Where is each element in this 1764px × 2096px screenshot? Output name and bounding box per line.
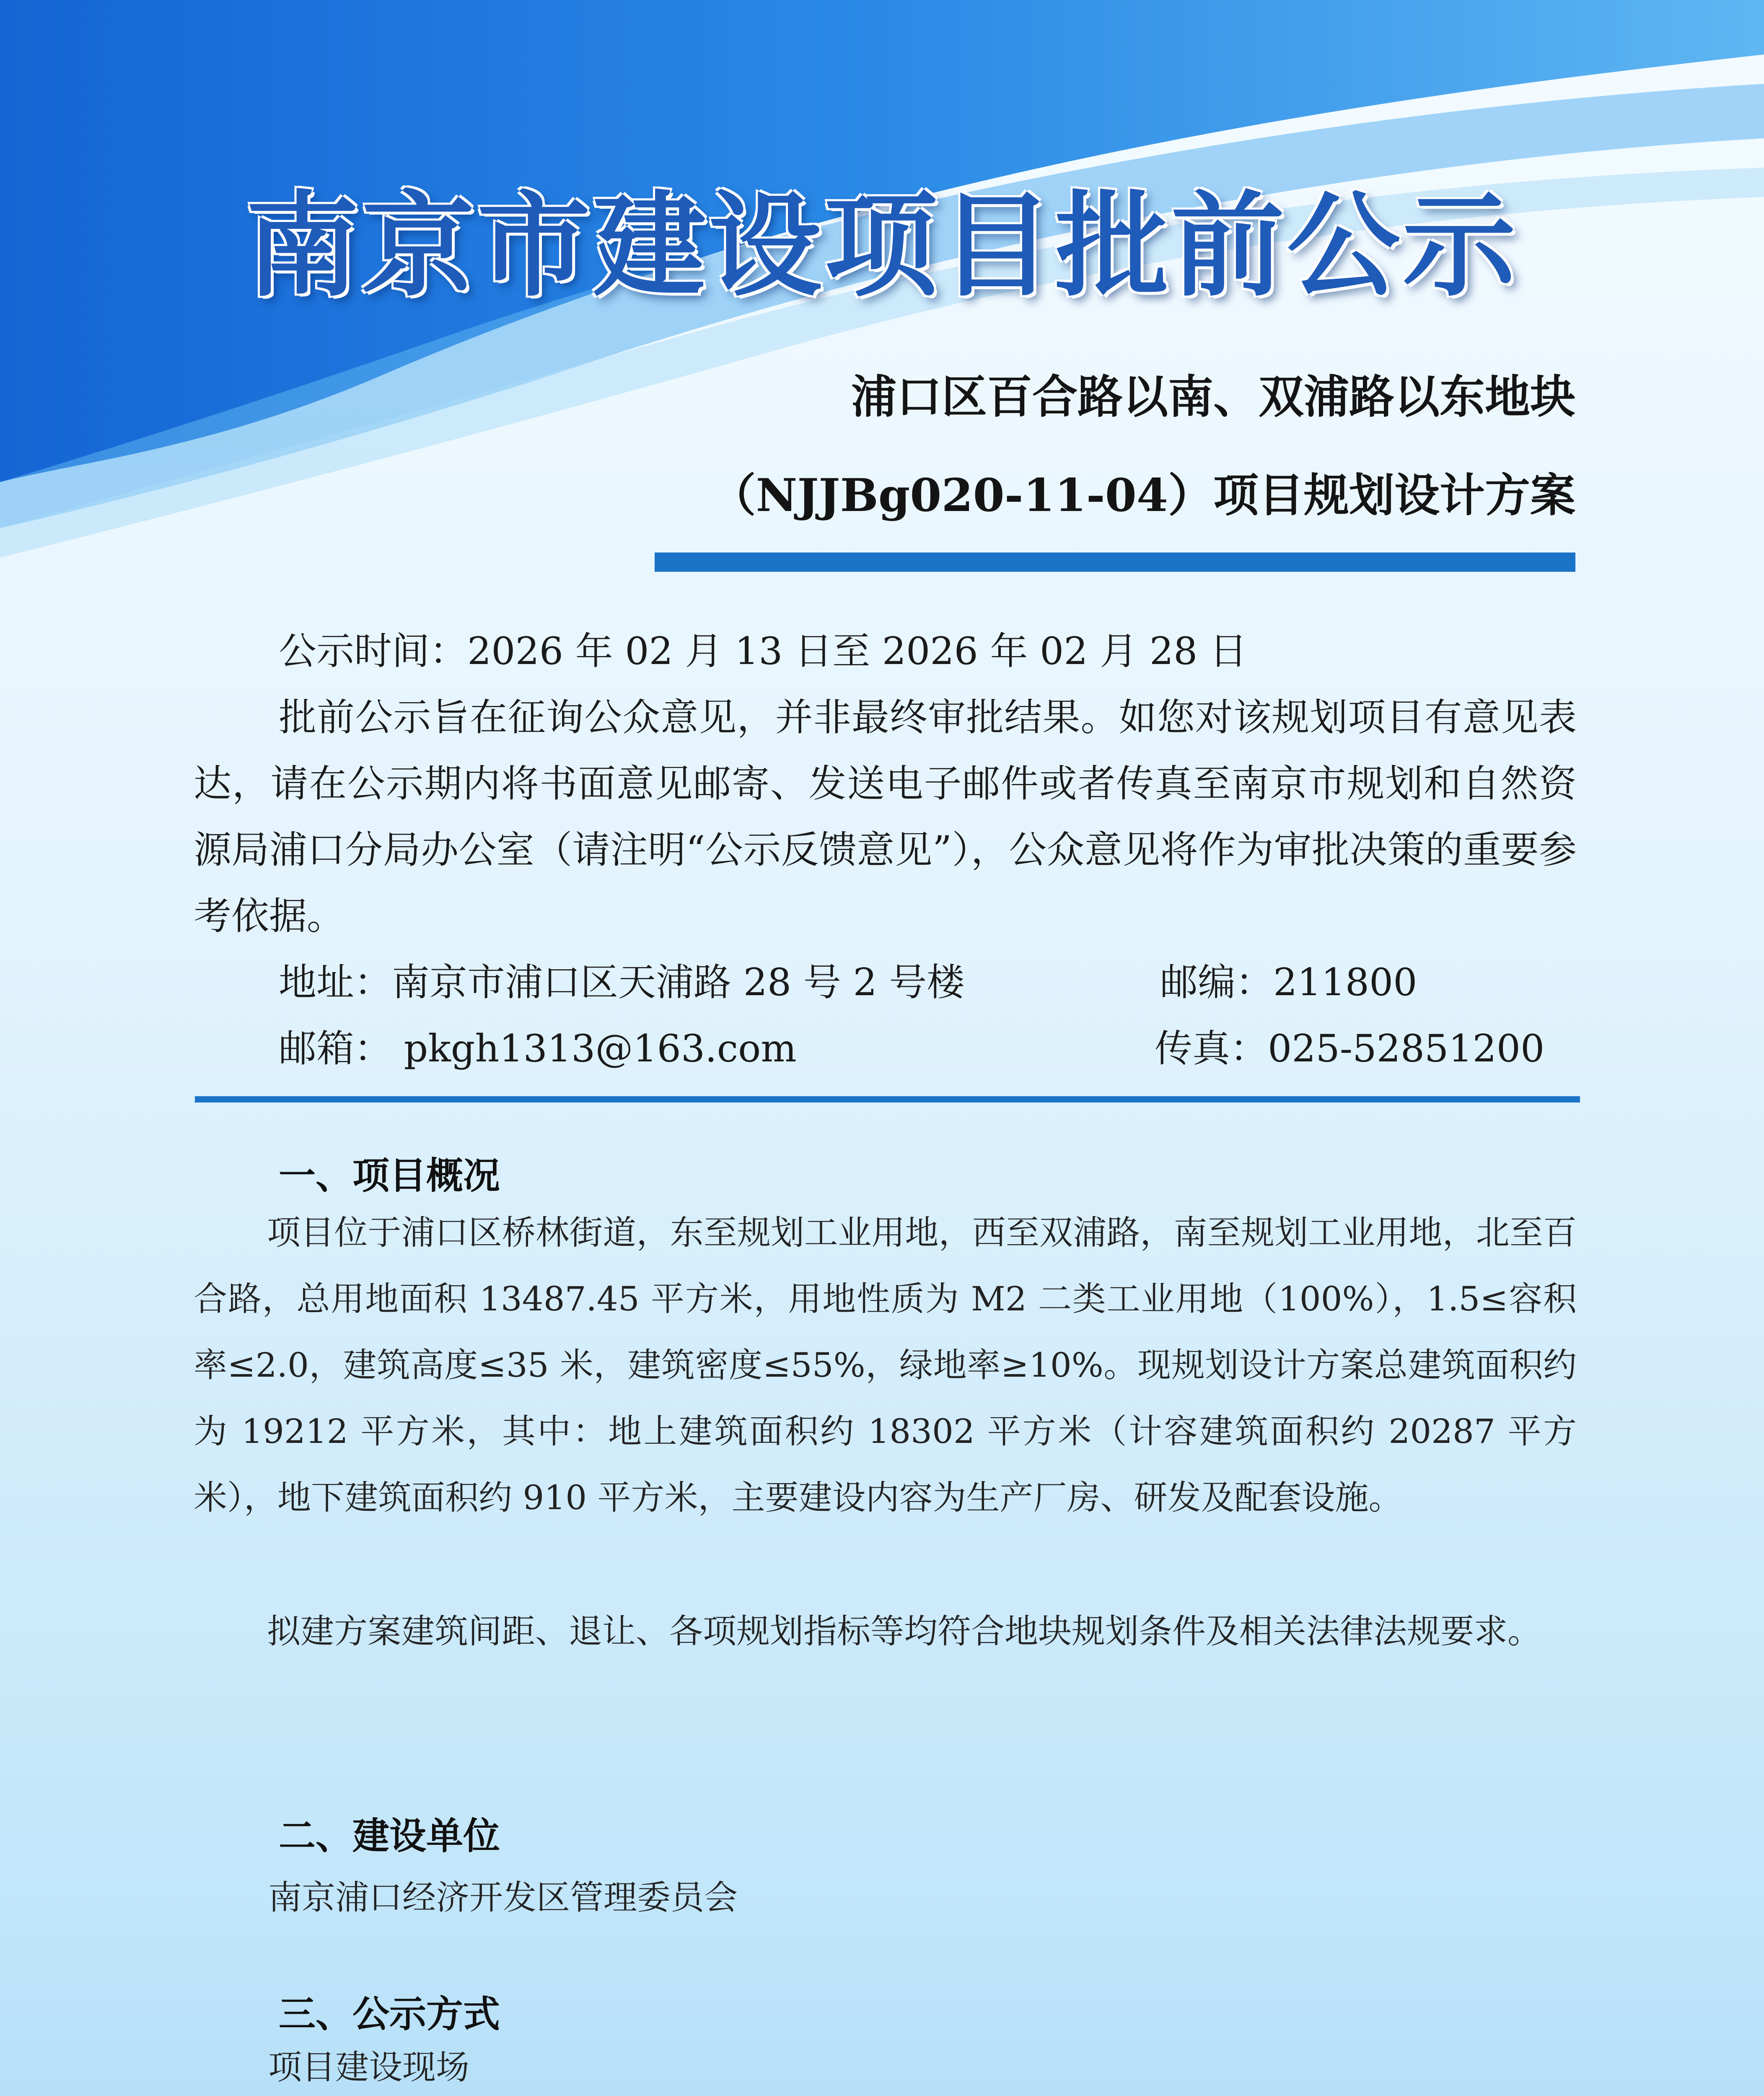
section-overview-compliance: 拟建方案建筑间距、退让、各项规划指标等均符合地块规划条件及相关法律法规要求。	[267, 1612, 1541, 1651]
notice-period: 公示时间：2026 年 02 月 13 日至 2026 年 02 月 28 日	[279, 629, 1247, 673]
notice-address: 地址：南京市浦口区天浦路 28 号 2 号楼	[279, 960, 965, 1004]
project-subtitle-line2: （NJJBg020-11-04）项目规划设计方案	[710, 469, 1575, 522]
section-builder-text: 南京浦口经济开发区管理委员会	[268, 1878, 738, 1917]
subtitle-divider	[655, 553, 1575, 572]
project-subtitle-line1: 浦口区百合路以南、双浦路以东地块	[851, 371, 1575, 423]
section-method-site: 项目建设现场	[268, 2048, 469, 2087]
section-method-heading: 三、公示方式	[279, 1992, 500, 2036]
section-overview-paragraph: 项目位于浦口区桥林街道，东至规划工业用地，西至双浦路，南至规划工业用地，北至百合路，总用地面积 13487.45 平方米，用地性质为 M2 二类工业用地（100%），1.5≤容积率≤2.0，建筑高度≤35 米，建筑密度≤55%，绿地率≥10%。现规划设计方案总建筑面积约为 19212 平方米，其中：地上建筑面积约 18302 平方米（计容建筑面积约 20287 平方米），地下建筑面积约 910 平方米，主要建设内容为生产厂房、研发及配套设施。	[194, 1213, 1577, 1517]
main-title: 南京市建设项目批前公示	[246, 180, 1518, 312]
section-builder-heading: 二、建设单位	[279, 1814, 500, 1857]
notice-body: 批前公示旨在征询公众意见，并非最终审批结果。如您对该规划项目有意见表达，请在公示期内将书面意见邮寄、发送电子邮件或者传真至南京市规划和自然资源局浦口分局办公室（请注明“公示反馈意见”），公众意见将作为审批决策的重要参考依据。	[194, 695, 1577, 938]
notice-fax: 传真：025-52851200	[1155, 1027, 1545, 1071]
section-divider	[195, 1096, 1580, 1102]
notice-email: 邮箱： pkgh1313@163.com	[279, 1027, 797, 1071]
notice-postcode: 邮编：211800	[1160, 960, 1417, 1004]
section-overview-heading: 一、项目概况	[279, 1154, 500, 1197]
